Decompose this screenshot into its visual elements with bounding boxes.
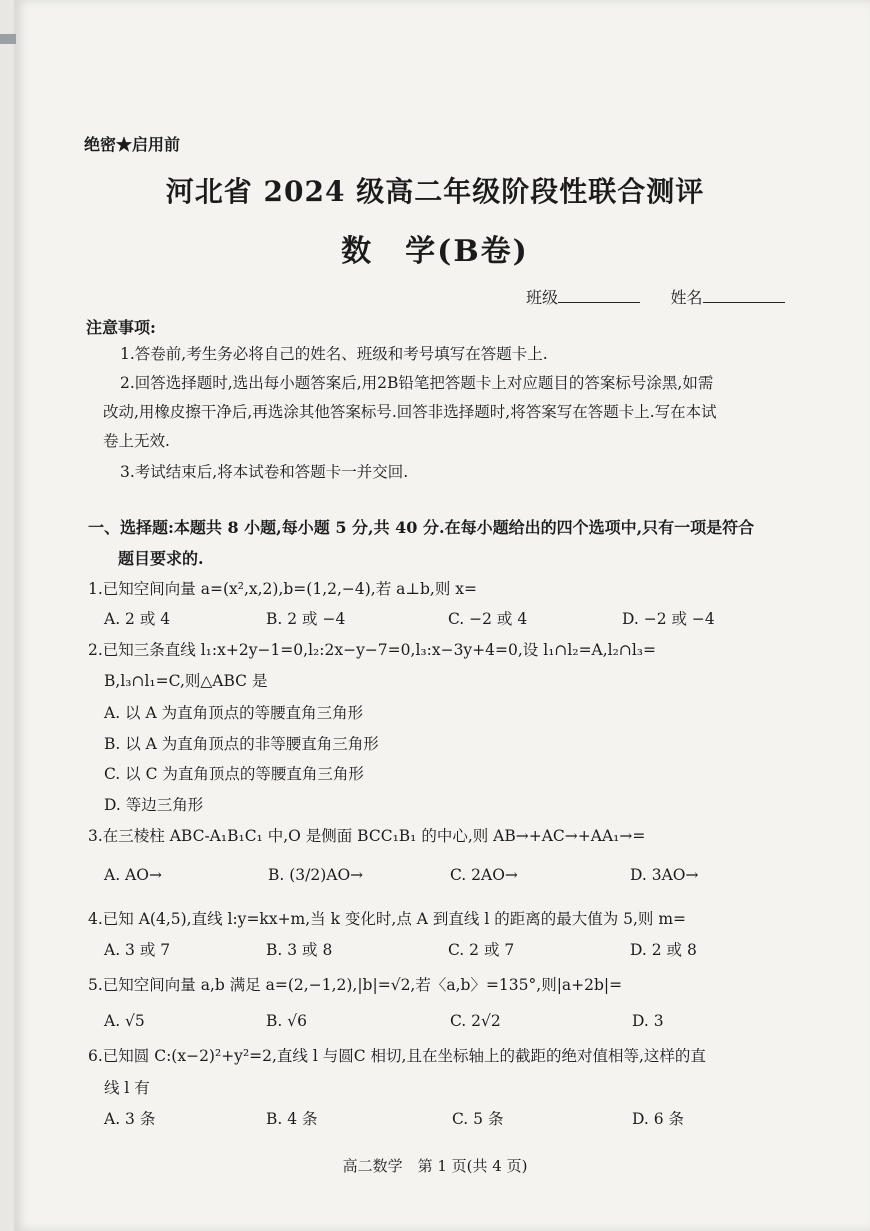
exam-title: 河北省 2024 级高二年级阶段性联合测评 [165,175,705,208]
question-4-option-d: D. 2 或 8 [630,941,697,959]
question-6-option-b: B. 4 条 [266,1110,318,1128]
question-3-option-b: B. (3/2)AO→ [268,866,364,884]
notice-item-3: 3.考试结束后,将本试卷和答题卡一并交回. [120,463,409,481]
notice-item-2-line-1: 2.回答选择题时,选出每小题答案后,用2B铅笔把答题卡上对应题目的答案标号涂黑,如需 [120,374,714,392]
question-5-option-a: A. √5 [104,1012,145,1030]
question-1-option-c: C. −2 或 4 [448,610,528,628]
section-1-heading: 一、选择题:本题共 8 小题,每小题 5 分,共 40 分.在每小题给出的四个选项中,只有一项是符合 [88,518,755,537]
question-2-stem-cont: B,l₃∩l₁=C,则△ABC 是 [104,672,268,690]
question-1-stem: 1.已知空间向量 a=(x²,x,2),b=(1,2,−4),若 a⊥b,则 x= [88,580,477,598]
question-1-option-b: B. 2 或 −4 [266,610,346,628]
question-2-option-c: C. 以 C 为直角顶点的等腰直角三角形 [104,765,364,783]
question-3-option-c: C. 2AO→ [450,866,518,884]
question-1-option-a: A. 2 或 4 [104,610,171,628]
name-label: 姓名 [670,288,703,307]
page-footer: 高二数学 第 1 页(共 4 页) [342,1157,528,1175]
question-2-option-a: A. 以 A 为直角顶点的等腰直角三角形 [104,704,364,722]
student-info-line [526,285,785,308]
question-3-option-a: A. AO→ [104,866,162,884]
question-3-stem: 3.在三棱柱 ABC-A₁B₁C₁ 中,O 是侧面 BCC₁B₁ 的中心,则 AB→+AC→+AA₁→= [88,827,646,845]
notice-item-1: 1.答卷前,考生务必将自己的姓名、班级和考号填写在答题卡上. [120,345,548,363]
question-5-option-d: D. 3 [632,1012,664,1030]
question-5-option-b: B. √6 [266,1012,307,1030]
exam-subtitle: 数 学(B卷) [341,234,529,269]
question-4-option-b: B. 3 或 8 [266,941,333,959]
question-2-stem: 2.已知三条直线 l₁:x+2y−1=0,l₂:2x−y−7=0,l₃:x−3y+4=0,设 l₁∩l₂=A,l₂∩l₃= [88,641,656,659]
question-5-stem: 5.已知空间向量 a,b 满足 a=(2,−1,2),|b|=√2,若〈a,b〉=135°,则|a+2b|= [88,976,623,994]
class-label: 班级 [526,288,559,307]
page-edge-tab [0,34,16,44]
question-4-option-c: C. 2 或 7 [448,941,515,959]
notice-item-2-line-3: 卷上无效. [103,432,170,450]
question-2-option-b: B. 以 A 为直角顶点的非等腰直角三角形 [104,735,379,753]
notice-title: 注意事项: [86,318,156,337]
question-4-option-a: A. 3 或 7 [104,941,171,959]
question-6-stem: 6.已知圆 C:(x−2)²+y²=2,直线 l 与圆C 相切,且在坐标轴上的截距的绝对值相等,这样的直 [88,1047,706,1065]
question-4-stem: 4.已知 A(4,5),直线 l:y=kx+m,当 k 变化时,点 A 到直线 l 的距离的最大值为 5,则 m= [88,910,687,928]
name-blank [703,286,785,303]
question-1-option-d: D. −2 或 −4 [622,610,715,628]
class-blank [558,286,640,303]
question-6-stem-cont: 线 l 有 [104,1079,150,1097]
confidential-label: 绝密★启用前 [84,135,181,154]
question-5-option-c: C. 2√2 [450,1012,501,1030]
section-1-heading-cont: 题目要求的. [118,549,204,568]
question-6-option-a: A. 3 条 [104,1110,156,1128]
question-3-option-d: D. 3AO→ [630,866,699,884]
question-6-option-c: C. 5 条 [452,1110,504,1128]
notice-item-2-line-2: 改动,用橡皮擦干净后,再选涂其他答案标号.回答非选择题时,将答案写在答题卡上.写在本试 [103,403,717,421]
question-6-option-d: D. 6 条 [632,1110,685,1128]
question-2-option-d: D. 等边三角形 [104,796,204,814]
